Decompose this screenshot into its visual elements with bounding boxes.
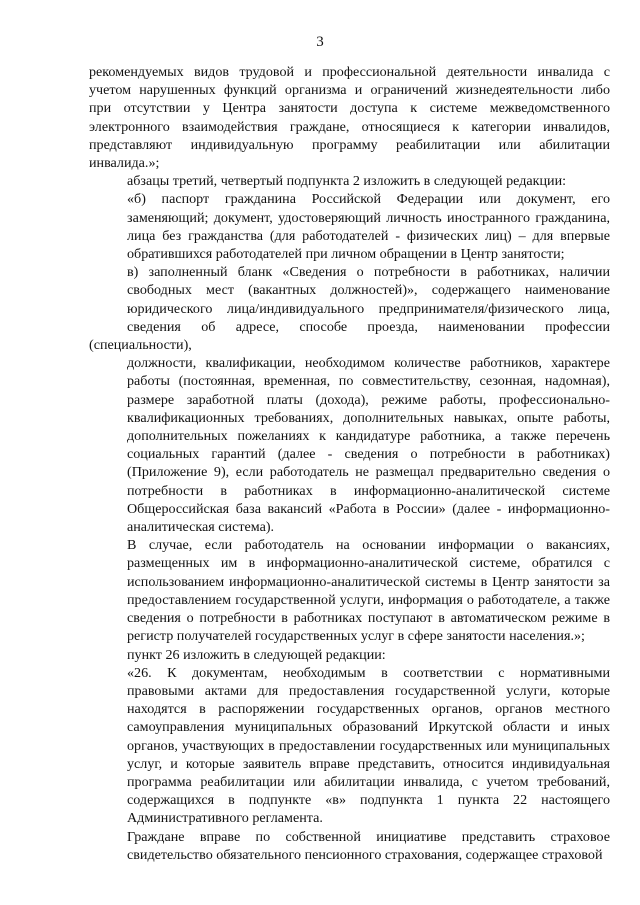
text-line: правовыми актами для предоставления государственной услуги, которые <box>127 682 610 699</box>
text-line: (Приложение 9), если работодатель не размещал предварительно сведения о <box>127 464 610 481</box>
text-line: лица без гражданства (для работодателей - физических лиц) – для впервые <box>127 227 610 244</box>
text-line: В случае, если работодатель на основании информации о вакансиях, <box>127 537 610 554</box>
text-line: квалификационных требованиях, дополнительных навыках, опыте работы, <box>127 409 610 426</box>
text-line: сведения о потребности в работниках поступают в автоматическом режиме в <box>127 610 610 627</box>
paragraph <box>89 536 610 645</box>
text-line: свободных мест (вакантных должностей)», содержащего наименование <box>127 282 610 299</box>
text-line: представляют индивидуальную программу реабилитации или абилитации <box>89 136 610 153</box>
paragraph <box>89 664 610 828</box>
text-line: размере заработной платы (дохода), режиме работы, профессионально- <box>127 391 610 408</box>
paragraph <box>89 263 610 536</box>
text-line: находятся в распоряжении государственных органов, органов местного <box>127 701 610 718</box>
text-line: дополнительных пожеланиях к кандидатуре работника, а также перечень <box>127 428 610 445</box>
text-line: абзацы третий, четвертый подпункта 2 изложить в следующей редакции: <box>127 173 567 190</box>
text-line: программа реабилитации или абилитации инвалида, с учетом требований, <box>127 773 610 790</box>
text-line: органов, участвующих в предоставлении государственных или муниципальных <box>127 737 610 754</box>
text-line: регистр получателей государственных услуг в сфере занятости населения.»; <box>127 628 585 645</box>
text-line: обратившихся работодателей при личном обращении в Центр занятости; <box>127 246 565 263</box>
text-line: самоуправления муниципальных образований Иркутской области и иных <box>127 719 610 736</box>
text-line: при отсутствии у Центра занятости доступа к системе межведомственного <box>89 100 610 117</box>
text-line: размещенных им в информационно-аналитической системе, обратился с <box>127 555 610 572</box>
text-line: сведения об адресе, способе проезда, наименовании профессии (специальности), <box>89 318 610 354</box>
text-line: свидетельство обязательного пенсионного страхования, содержащее страховой <box>127 846 603 863</box>
text-line: предоставлением государственной услуги, информация о работодателе, а также <box>127 591 610 608</box>
paragraph <box>89 828 610 864</box>
paragraph <box>89 190 610 263</box>
text-line: Общероссийская база вакансий «Работа в России» (далее - информационно- <box>127 500 610 517</box>
text-line: рекомендуемых видов трудовой и профессиональной деятельности инвалида с <box>89 64 610 80</box>
text-line: потребности в работниках в информационно-аналитической системе <box>127 482 610 499</box>
text-line: юридического лица/индивидуального предпринимателя/физического лица, <box>127 300 610 317</box>
text-line: учетом нарушенных функций организма и ограничений жизнедеятельности либо <box>89 82 610 99</box>
paragraph <box>89 172 610 190</box>
document-body <box>89 63 610 864</box>
text-line: использованием информационно-аналитической системы в Центр занятости за <box>127 573 610 590</box>
text-line: «б) паспорт гражданина Российской Федерации или документ, его <box>127 191 610 208</box>
text-line: Граждане вправе по собственной инициативе представить страховое <box>127 828 610 845</box>
text-line: услуг, и которые заявитель вправе представить, относится индивидуальная <box>127 755 610 772</box>
page-number: 3 <box>316 34 324 50</box>
paragraph <box>89 63 610 172</box>
text-line: пункт 26 изложить в следующей редакции: <box>127 646 386 663</box>
paragraph <box>89 646 610 664</box>
text-line: в) заполненный бланк «Сведения о потребности в работниках, наличии <box>127 264 610 281</box>
text-line: «26. К документам, необходимым в соответствии с нормативными <box>127 664 610 681</box>
text-line: Административного регламента. <box>127 810 323 827</box>
text-line: аналитическая система). <box>127 519 275 536</box>
text-line: инвалида.»; <box>89 155 160 172</box>
text-line: социальных гарантий (далее - сведения о потребности в работниках) <box>127 446 610 463</box>
text-line: должности, квалификации, необходимом количестве работников, характере <box>127 355 610 372</box>
text-line: работы (постоянная, временная, по совместительству, сезонная, надомная), <box>127 373 610 390</box>
text-line: электронного взаимодействия граждане, относящиеся к категории инвалидов, <box>89 118 610 135</box>
text-line: содержащихся в подпункте «в» подпункта 1 пункта 22 настоящего <box>127 792 610 809</box>
text-line: заменяющий; документ, удостоверяющий личность иностранного гражданина, <box>127 209 610 226</box>
